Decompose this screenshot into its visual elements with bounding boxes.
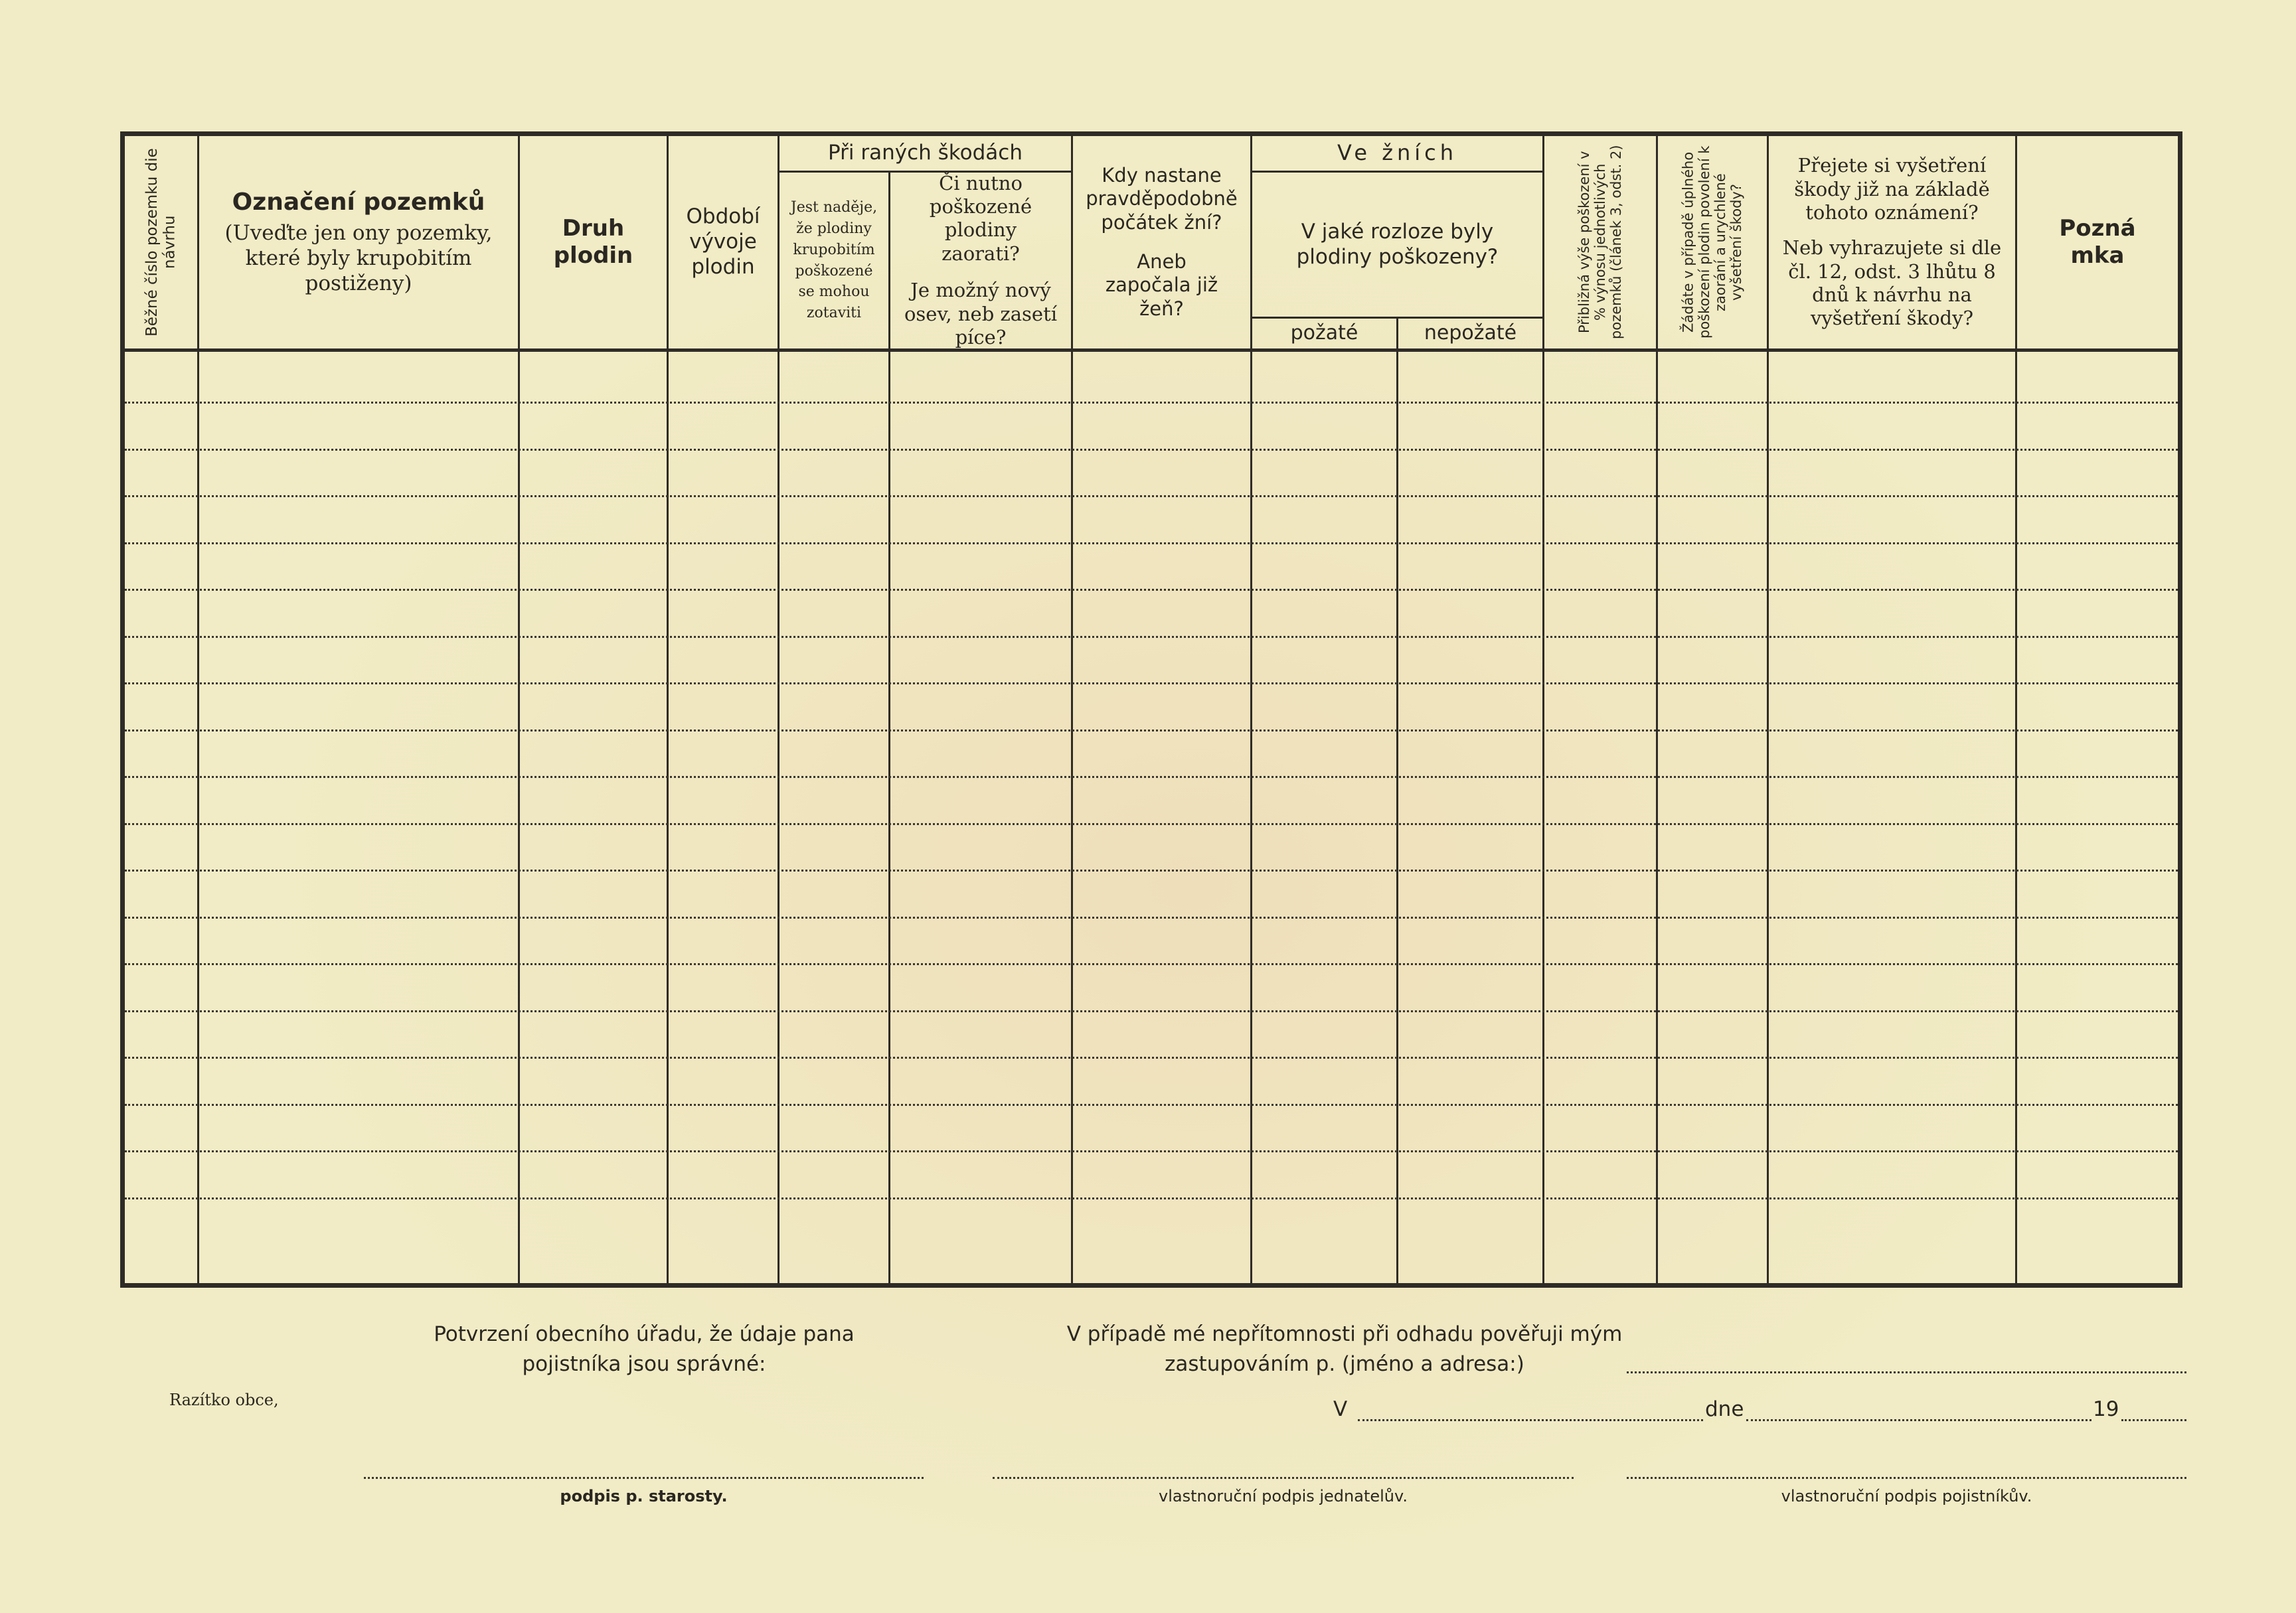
policyholder-signature-line xyxy=(1627,1477,2186,1479)
header-harvest-start xyxy=(1073,136,1250,348)
header-inspection-q2: Neb vyhrazujete si dle čl. 12, odst. 3 lhůtu 8 dnů k návrhu na vyšetření škody? xyxy=(1782,236,2002,330)
agent-signature-line xyxy=(993,1477,1574,1479)
header-bottom-rule xyxy=(125,348,2178,352)
proxy-address-line xyxy=(1627,1371,2186,1373)
header-harvest-group: Ve žních xyxy=(1337,140,1458,166)
header-note: Poznámka xyxy=(2059,214,2136,269)
table-row-rule xyxy=(125,917,2178,919)
header-plow-q1: Či nutno poškozené plodiny zaorati? xyxy=(929,171,1032,265)
table-row-rule xyxy=(125,1010,2178,1012)
table-row-rule xyxy=(125,1104,2178,1106)
place-line xyxy=(1358,1419,1703,1421)
table-row-rule xyxy=(125,776,2178,778)
date-label: dne xyxy=(1705,1397,1744,1421)
table-row-rule xyxy=(125,963,2178,965)
table-row-rule xyxy=(125,870,2178,872)
table-row-rule xyxy=(125,823,2178,825)
table-row-rule xyxy=(125,682,2178,684)
table-row-rule xyxy=(125,1150,2178,1152)
year-line xyxy=(2121,1419,2186,1421)
header-inspection xyxy=(1769,136,2015,348)
header-unharvested: nepožaté xyxy=(1424,321,1517,345)
table-row-rule xyxy=(125,1197,2178,1199)
sig-agent: vlastnoruční podpis jednatelův. xyxy=(1159,1487,1408,1505)
place-prefix: V xyxy=(1333,1397,1348,1421)
date-line xyxy=(1746,1419,2091,1421)
header-harvest-question: V jaké rozloze byly plodiny poškozeny? xyxy=(1296,219,1499,269)
header-inspection-q1: Přejete si vyšetření škody již na základě tohoto oznámení? xyxy=(1794,154,1990,224)
header-col-number: Běžné číslo pozemku die návrhu xyxy=(143,148,179,337)
header-damage-estimate: Přibližná výše poškození v % výnosu jednotlivých pozemků (článek 3, odst. 2) xyxy=(1576,145,1625,340)
table-row-rule xyxy=(125,1057,2178,1059)
header-harvest-q2: Aneb započala již žeň? xyxy=(1105,250,1218,320)
table-row-rule xyxy=(125,730,2178,731)
header-land xyxy=(199,136,518,348)
office-confirmation: Potvrzení obecního úřadu, že údaje pana pojistníka jsou správné: xyxy=(434,1322,855,1376)
table-row-rule xyxy=(125,495,2178,497)
mayor-signature-line xyxy=(364,1477,924,1479)
header-plow-questions xyxy=(890,173,1071,348)
header-plow-q2: Je možný nový osev, neb zasetí píce? xyxy=(904,279,1058,348)
header-land-subtitle: (Uveďte jen ony pozemky, které byly krupobitím postiženy) xyxy=(224,221,493,295)
table-row-rule xyxy=(125,402,2178,404)
sig-policyholder: vlastnoruční podpis pojistníkův. xyxy=(1781,1487,2032,1505)
header-plow-permit: Žádáte v případě úplného poškození plodin povolení k zaorání a urychlené vyšetření škody? xyxy=(1680,145,1745,339)
header-early-damage-group: Při raných škodách xyxy=(828,141,1023,165)
header-growth-period: Období vývoje plodin xyxy=(686,204,760,279)
table-row-rule xyxy=(125,636,2178,638)
header-harvest-q1: Kdy nastane pravděpodobně počátek žní? xyxy=(1086,163,1238,234)
table-row-rule xyxy=(125,449,2178,451)
col-divider xyxy=(1396,317,1398,1288)
sig-mayor: podpis p. starosty. xyxy=(560,1487,728,1505)
table-row-rule xyxy=(125,542,2178,544)
table-row-rule xyxy=(125,589,2178,591)
stamp-label: Razítko obce, xyxy=(169,1391,279,1409)
header-hope-recovery: Jest naděje, že plodiny krupobitím poškozené se mohou zotaviti xyxy=(790,198,878,322)
header-crop-type: Druh plodin xyxy=(553,214,633,269)
proxy-text: V případě mé nepřítomnosti při odhadu pověřuji mým zastupováním p. (jméno a adresa:) xyxy=(1066,1322,1623,1376)
header-land-title: Označení pozemků xyxy=(232,189,485,216)
header-harvested: požaté xyxy=(1290,321,1358,345)
damage-report-table xyxy=(120,131,2182,1288)
year-prefix: 19 xyxy=(2093,1397,2119,1421)
